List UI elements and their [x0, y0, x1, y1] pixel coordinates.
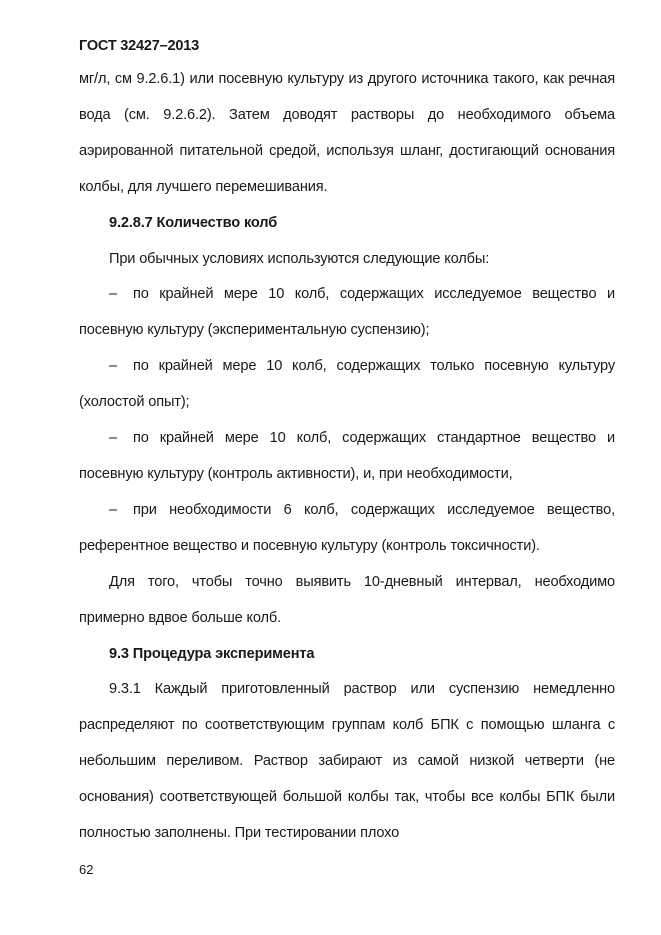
document-header: ГОСТ 32427–2013 — [79, 38, 199, 54]
paragraph-interval: Для того, чтобы точно выявить 10-дневный интервал, необходимо примерно вдвое больше колб. — [79, 573, 615, 626]
paragraph-procedure: 9.3.1 Каждый приготовленный раствор или суспензию немедленно распределяют по соответствующим группам колб БПК с помощью шланга с небольшим переливом. Раствор забирают из самой низкой четверти (не основания) соответствующей большой колбы так, чтобы все колбы БПК были полностью заполнены. При тестировании плохо — [79, 681, 615, 842]
list-item-text: при необходимости 6 колб, содержащих исследуемое вещество, референтное вещество и посевную культуру (контроль токсичности). — [79, 501, 615, 554]
document-body — [79, 62, 615, 852]
list-item — [79, 421, 615, 493]
list-item — [79, 349, 615, 421]
list-dash: – — [109, 358, 117, 375]
list-dash: – — [109, 501, 117, 518]
section-heading-procedure: 9.3 Процедура эксперимента — [109, 645, 315, 662]
list-item — [79, 277, 615, 349]
paragraph-intro: При обычных условиях используются следующие колбы: — [109, 250, 490, 267]
list-item-text: по крайней мере 10 колб, содержащих стандартное вещество и посевную культуру (контроль активности), и, при необходимости, — [79, 430, 615, 482]
list-dash: – — [109, 286, 117, 303]
list-dash: – — [109, 430, 117, 447]
document-page — [79, 0, 615, 935]
list-item-text: по крайней мере 10 колб, содержащих исследуемое вещество и посевную культуру (экспериментальную суспензию); — [79, 286, 615, 339]
paragraph-continuation: мг/л, см 9.2.6.1) или посевную культуру из другого источника такого, как речная вода (см. 9.2.6.2). Затем доводят растворы до необходимого объема аэрированной питательной средой, используя шланг, достигающий основания колбы, для лучшего перемешивания. — [79, 71, 615, 195]
list-item-text: по крайней мере 10 колб, содержащих только посевную культуру (холостой опыт); — [79, 358, 615, 411]
list-item — [79, 493, 615, 565]
section-heading-flask-count: 9.2.8.7 Количество колб — [109, 214, 278, 231]
page-number: 62 — [79, 862, 94, 877]
